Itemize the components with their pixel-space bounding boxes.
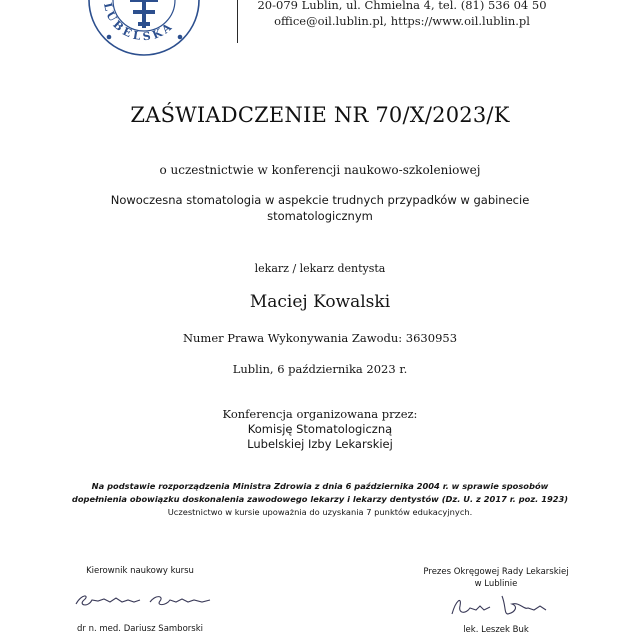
left-signer-role: Kierownik naukowy kursu xyxy=(86,566,194,576)
left-signer-name: dr n. med. Dariusz Samborski xyxy=(77,624,203,634)
place-date: Lublin, 6 października 2023 r. xyxy=(232,362,408,376)
legal-basis-line1: Na podstawie rozporządzenia Ministra Zdrowia z dnia 6 października 2004 r. w sprawie sposobów xyxy=(91,481,549,491)
organizer xyxy=(0,422,640,452)
right-signer-name: lek. Leszek Buk xyxy=(463,625,529,635)
right-signer-role-line1: Prezes Okręgowej Rady Lekarskiej xyxy=(423,567,569,577)
organizer-line2: Lubelskiej Izby Lekarskiej xyxy=(247,437,393,451)
certificate-subtitle: o uczestnictwie w konferencji naukowo-szkoleniowej xyxy=(159,163,481,177)
left-signature xyxy=(72,588,222,612)
organized-by-label: Konferencja organizowana przez: xyxy=(222,407,418,421)
education-points: Uczestnictwo w kursie upoważnia do uzyskania 7 punktów edukacyjnych. xyxy=(167,507,473,517)
certificate-title: ZAŚWIADCZENIE NR 70/X/2023/K xyxy=(130,103,510,127)
organizer-line1: Komisję Stomatologiczną xyxy=(247,422,393,436)
chamber-seal-logo xyxy=(86,0,202,58)
legal-basis xyxy=(0,480,640,506)
right-signature xyxy=(446,592,556,618)
header-address: 20-079 Lublin, ul. Chmielna 4, tel. (81) 536 04 50 xyxy=(257,0,547,12)
header-divider xyxy=(237,0,238,43)
right-signer-role-line2: w Lublinie xyxy=(474,579,518,589)
profession: lekarz / lekarz dentysta xyxy=(254,262,386,275)
conference-title xyxy=(0,192,640,224)
conference-title-line2: stomatologicznym xyxy=(267,209,373,223)
conference-title-line1: Nowoczesna stomatologia w aspekcie trudnych przypadków w gabinecie xyxy=(110,193,530,207)
participant-name: Maciej Kowalski xyxy=(249,292,391,312)
license-number: Numer Prawa Wykonywania Zawodu: 3630953 xyxy=(182,331,458,345)
legal-basis-line2: dopełnienia obowiązku doskonalenia zawodowego lekarzy i lekarzy dentystów (Dz. U. z 2017 r. poz. 1923) xyxy=(71,494,569,504)
right-signer-role xyxy=(416,566,576,590)
header-contact: office@oil.lublin.pl, https://www.oil.lublin.pl xyxy=(274,14,530,28)
seal-text: LUBELSKA xyxy=(100,1,177,44)
